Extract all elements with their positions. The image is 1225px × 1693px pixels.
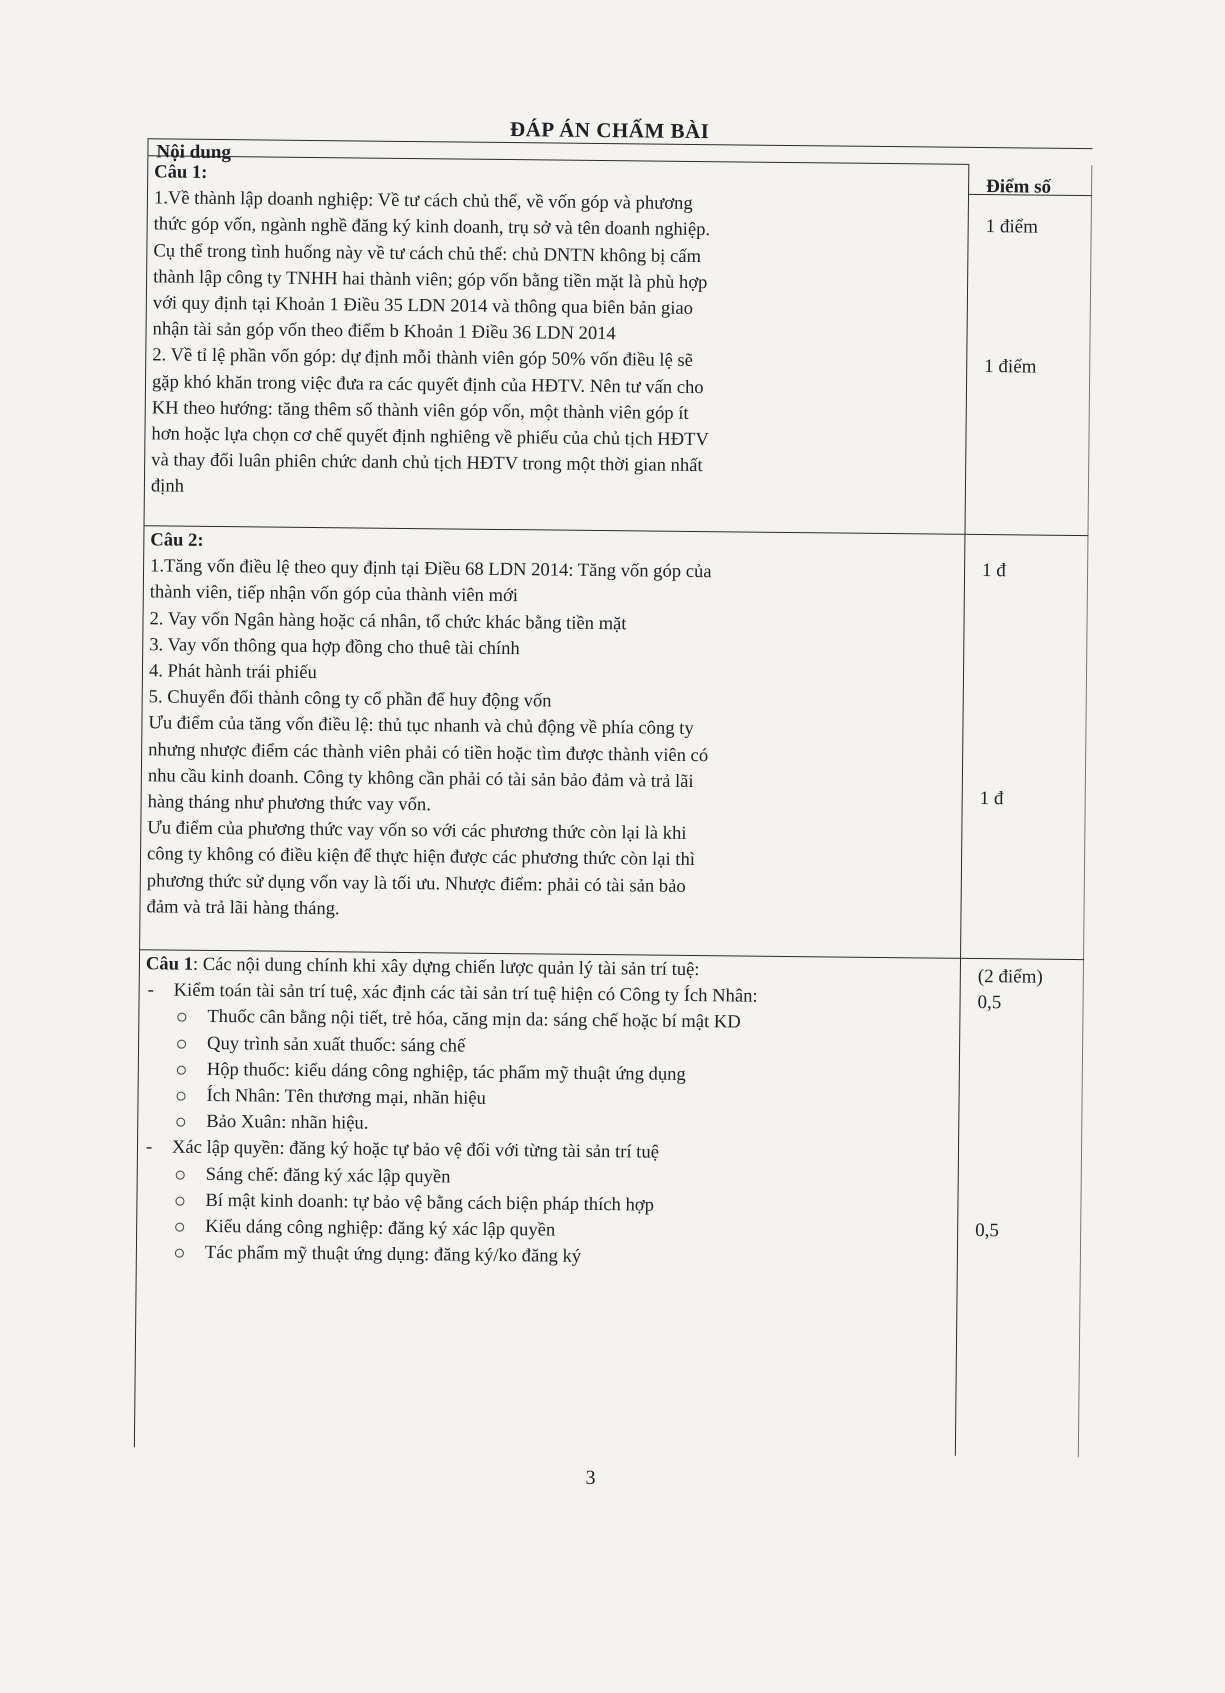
circle-bullet-icon	[175, 1249, 184, 1258]
rights-sub-item: Tác phẩm mỹ thuật ứng dụng: đăng ký/ko đăng ký	[143, 1240, 951, 1275]
part-2-question-1-section	[143, 951, 954, 1274]
answer-line: công ty không có điều kiện để thực hiện được các phương thức còn lại thì	[146, 843, 696, 871]
question-2-score-2: 1 đ	[979, 788, 1004, 810]
answer-line: 4. Phát hành trái phiếu	[148, 660, 317, 684]
audit-item-score: 0,5	[977, 992, 1002, 1014]
audit-item: - Kiểm toán tài sản trí tuệ, xác định các tài sản trí tuệ hiện có Công ty Ích Nhân:	[146, 977, 954, 1012]
answer-line: thành viên, tiếp nhận vốn góp của thành viên mới	[149, 581, 519, 607]
rights-sub-item: Bí mật kinh doanh: tự bảo vệ bằng cách biện pháp thích hợp	[143, 1187, 951, 1222]
answer-line: 5. Chuyển đổi thành công ty cổ phần để huy động vốn	[148, 686, 552, 712]
question-1-label: Câu 1:	[154, 161, 208, 183]
answer-line: 2. Về tỉ lệ phần vốn góp: dự định mỗi thành viên góp 50% vốn điều lệ sẽ	[152, 344, 694, 372]
audit-sub-item: Bảo Xuân: nhãn hiệu.	[144, 1109, 952, 1144]
answer-line: nhu cầu kinh doanh. Công ty không cần phải có tài sản bảo đảm và trả lãi	[147, 765, 694, 792]
table-right-border	[1078, 165, 1093, 1457]
answer-line: gặp khó khăn trong việc đưa ra các quyết định của HĐTV. Nên tư vấn cho	[151, 370, 704, 398]
circle-bullet-icon	[175, 1223, 184, 1232]
header-content-label: Nội dung	[156, 141, 231, 164]
audit-sub-item: Ích Nhân: Tên thương mại, nhãn hiệu	[144, 1082, 952, 1117]
answer-line: Ưu điểm của tăng vốn điều lệ: thủ tục nhanh và chủ động về phía công ty	[148, 712, 694, 740]
answer-line: thành lập công ty TNHH hai thành viên; góp vốn bằng tiền mặt là phù hợp	[153, 266, 708, 293]
answer-line: phương thức sử dụng vốn vay là tối ưu. Nhược điểm: phải có tài sản bảo	[146, 869, 686, 897]
answer-line: hàng tháng như phương thức vay vốn.	[147, 791, 432, 816]
audit-sub-item: Thuốc cân bằng nội tiết, trẻ hóa, căng mịn da: sáng chế hoặc bí mật KD	[145, 1004, 953, 1039]
audit-sub-item: Hộp thuốc: kiểu dáng công nghiệp, tác phẩm mỹ thuật ứng dụng	[145, 1056, 953, 1091]
question-1-section	[151, 159, 963, 508]
answer-line: định	[150, 475, 185, 498]
question-1-score-1: 1 điểm	[985, 216, 1039, 238]
circle-bullet-icon	[176, 1170, 185, 1179]
answer-line: và thay đổi luân phiên chức danh chủ tịch HĐTV trong một thời gian nhất	[151, 449, 703, 477]
grading-table	[134, 138, 1093, 1457]
rights-item-score: 0,5	[975, 1219, 1000, 1242]
circle-bullet-icon	[176, 1092, 185, 1101]
question-2-section	[146, 527, 958, 928]
document-title: ĐÁP ÁN CHẤM BÀI	[509, 117, 710, 144]
rights-item: - Xác lập quyền: đăng ký hoặc tự bảo vệ đối với từng tài sản trí tuệ	[144, 1135, 952, 1170]
rights-sub-item: Sáng chế: đăng ký xác lập quyền	[144, 1161, 952, 1196]
answer-line: với quy định tại Khoản 1 Điều 35 LDN 2014 và thông qua biên bản giao	[152, 292, 694, 320]
answer-line: nhận tài sản góp vốn theo điểm b Khoản 1 Điều 36 LDN 2014	[152, 318, 616, 345]
answer-line: thức góp vốn, ngành nghề đăng ký kinh doanh, trụ sở và tên doanh nghiệp.	[153, 213, 711, 241]
part-2-question-1-label: Câu 1	[145, 953, 194, 975]
answer-line: 1.Về thành lập doanh nghiệp: Về tư cách chủ thể, về vốn góp và phương	[153, 187, 693, 215]
answer-line: KH theo hướng: tăng thêm số thành viên góp vốn, một thành viên góp ít	[151, 397, 689, 424]
question-1-score-2: 1 điểm	[984, 356, 1037, 378]
audit-sub-item: Quy trình sản xuất thuốc: sáng chế	[145, 1030, 953, 1065]
circle-bullet-icon	[177, 1065, 186, 1074]
rights-sub-item: Kiểu dáng công nghiệp: đăng ký xác lập quyền	[143, 1213, 951, 1248]
circle-bullet-icon	[176, 1118, 185, 1127]
answer-line: nhưng nhược điểm các thành viên phải có tiền hoặc tìm được thành viên có	[148, 738, 709, 766]
header-score-label: Điểm số	[986, 176, 1052, 198]
part-2-question-1-text: : Các nội dung chính khi xây dựng chiến lược quản lý tài sản trí tuệ:	[192, 953, 700, 981]
circle-bullet-icon	[177, 1039, 186, 1048]
part-2-total-score: (2 điểm)	[977, 966, 1043, 988]
answer-line: đảm và trả lãi hàng tháng.	[146, 896, 340, 920]
answer-line: Ưu điểm của phương thức vay vốn so với các phương thức còn lại là khi	[147, 817, 687, 845]
circle-bullet-icon	[175, 1196, 184, 1205]
question-2-label: Câu 2:	[150, 529, 204, 551]
circle-bullet-icon	[177, 1013, 186, 1022]
answer-line: hơn hoặc lựa chọn cơ chế quyết định nghiêng về phiếu của chủ tịch HĐTV	[151, 423, 709, 451]
page-number: 3	[585, 1466, 596, 1490]
answer-line: 1.Tăng vốn điều lệ theo quy định tại Điều 68 LDN 2014: Tăng vốn góp của	[149, 555, 712, 583]
question-2-score-1: 1 đ	[981, 560, 1006, 582]
answer-line: 2. Vay vốn Ngân hàng hoặc cá nhân, tổ chức khác bằng tiền mặt	[149, 607, 627, 634]
answer-line: Cụ thể trong tình huống này về tư cách chủ thể: chủ DNTN không bị cấm	[153, 239, 702, 267]
answer-line: 3. Vay vốn thông qua hợp đồng cho thuê tài chính	[149, 634, 520, 660]
